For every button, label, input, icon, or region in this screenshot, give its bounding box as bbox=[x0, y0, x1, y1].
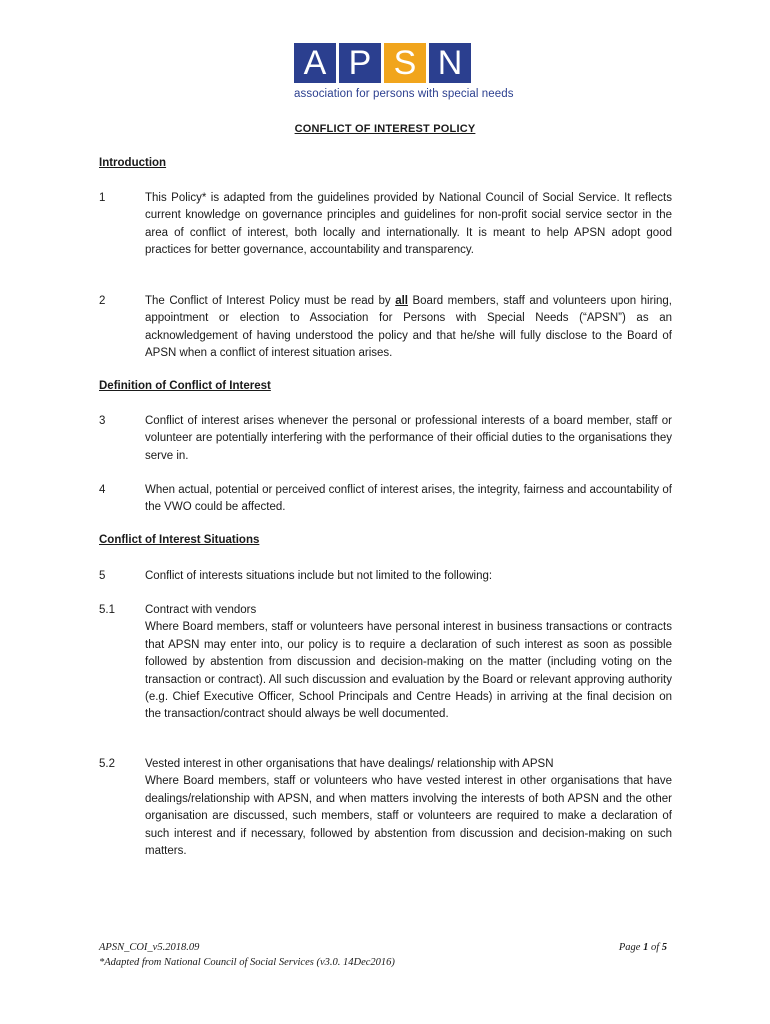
subsection-text: Where Board members, staff or volunteers have personal interest in business transactions or contracts that APSN may enter into, our policy is to require a declaration of such interest as soon as possible followed by abstention from discussion and decision-making on the matter (including voting on the transaction or contract). All such discussion and evaluation by the Board or relevant approving authority (e.g. Chief Executive Officer, School Principals and Centre Heads) in arriving at the final decision on the transaction/contract should always be well documented. bbox=[145, 621, 672, 721]
logo-letter-p: P bbox=[339, 43, 381, 83]
paragraph-text-part: The Conflict of Interest Policy must be read by bbox=[145, 295, 396, 307]
page-current: 1 bbox=[643, 942, 649, 953]
section-heading-introduction: Introduction bbox=[99, 157, 167, 169]
paragraph-number: 4 bbox=[99, 484, 106, 496]
logo-tagline: association for persons with special needs bbox=[294, 88, 514, 100]
page-label: Page bbox=[618, 942, 644, 953]
logo-letter-s: S bbox=[384, 43, 426, 83]
page-total: 5 bbox=[661, 942, 667, 953]
paragraph-number: 2 bbox=[99, 295, 106, 307]
section-heading-situations: Conflict of Interest Situations bbox=[99, 534, 260, 546]
paragraph-text: Conflict of interests situations include but not limited to the following: bbox=[145, 570, 493, 582]
paragraph-2 bbox=[99, 293, 672, 363]
paragraph-text: Conflict of interest arises whenever the personal or professional interests of a board member, staff or volunteer are potentially interfering with the performance of their official duties to the organisations they serve in. bbox=[145, 415, 672, 462]
logo-letter-n: N bbox=[429, 43, 471, 83]
paragraph-number: 3 bbox=[99, 415, 106, 427]
paragraph-text: This Policy* is adapted from the guidelines provided by National Council of Social Service. It reflects current knowledge on governance principles and guidelines for non-profit social service sector in the area of conflict of interest, both locally and internationally. It is meant to help APSN adopt good practices for better governance, accountability and transparency. bbox=[145, 192, 672, 257]
page-of: of bbox=[648, 942, 662, 953]
document-id: APSN_COI_v5.2018.09 bbox=[99, 942, 200, 953]
section-heading-definition: Definition of Conflict of Interest bbox=[99, 380, 271, 392]
paragraph-text bbox=[145, 756, 672, 860]
apsn-logo bbox=[294, 43, 514, 100]
paragraph-4 bbox=[99, 482, 672, 517]
paragraph-text: When actual, potential or perceived conflict of interest arises, the integrity, fairness and accountability of the VWO could be affected. bbox=[145, 484, 672, 514]
paragraph-text-part: Board members, staff and volunteers upon hiring, appointment or election to Association for Persons with Special Needs (“APSN”) as an acknowledgement of having understood the policy and that he/she will fully disclose to the Board of APSN when a conflict of interest situation arises. bbox=[145, 295, 672, 360]
subsection-heading: Vested interest in other organisations that have dealings/ relationship with APSN bbox=[145, 758, 554, 770]
emphasis-all: all bbox=[395, 295, 408, 307]
logo-letter-a: A bbox=[294, 43, 336, 83]
subsection-heading: Contract with vendors bbox=[145, 604, 257, 616]
paragraph-text bbox=[145, 293, 672, 363]
paragraph-number: 1 bbox=[99, 192, 106, 204]
paragraph-1 bbox=[99, 190, 672, 260]
paragraph-number: 5.1 bbox=[99, 604, 115, 616]
footer-note: *Adapted from National Council of Social Services (v3.0. 14Dec2016) bbox=[99, 957, 395, 968]
page-footer bbox=[99, 940, 667, 970]
paragraph-number: 5.2 bbox=[99, 758, 115, 770]
paragraph-text bbox=[145, 602, 672, 724]
paragraph-5-1 bbox=[99, 602, 672, 724]
paragraph-number: 5 bbox=[99, 570, 106, 582]
page-title: CONFLICT OF INTEREST POLICY bbox=[294, 123, 476, 135]
subsection-text: Where Board members, staff or volunteers who have vested interest in other organisations that have dealings/relationship with APSN, and when matters involving the interests of both APSN and the other organisation are discussed, such members, staff or volunteers are required to make a declaration of such interest and if necessary, followed by abstention from discussion and decision-making on such matters. bbox=[145, 775, 672, 858]
paragraph-5 bbox=[99, 568, 672, 585]
logo-letters bbox=[294, 43, 499, 83]
paragraph-3 bbox=[99, 413, 672, 465]
paragraph-5-2 bbox=[99, 756, 672, 860]
page-number bbox=[619, 940, 667, 955]
